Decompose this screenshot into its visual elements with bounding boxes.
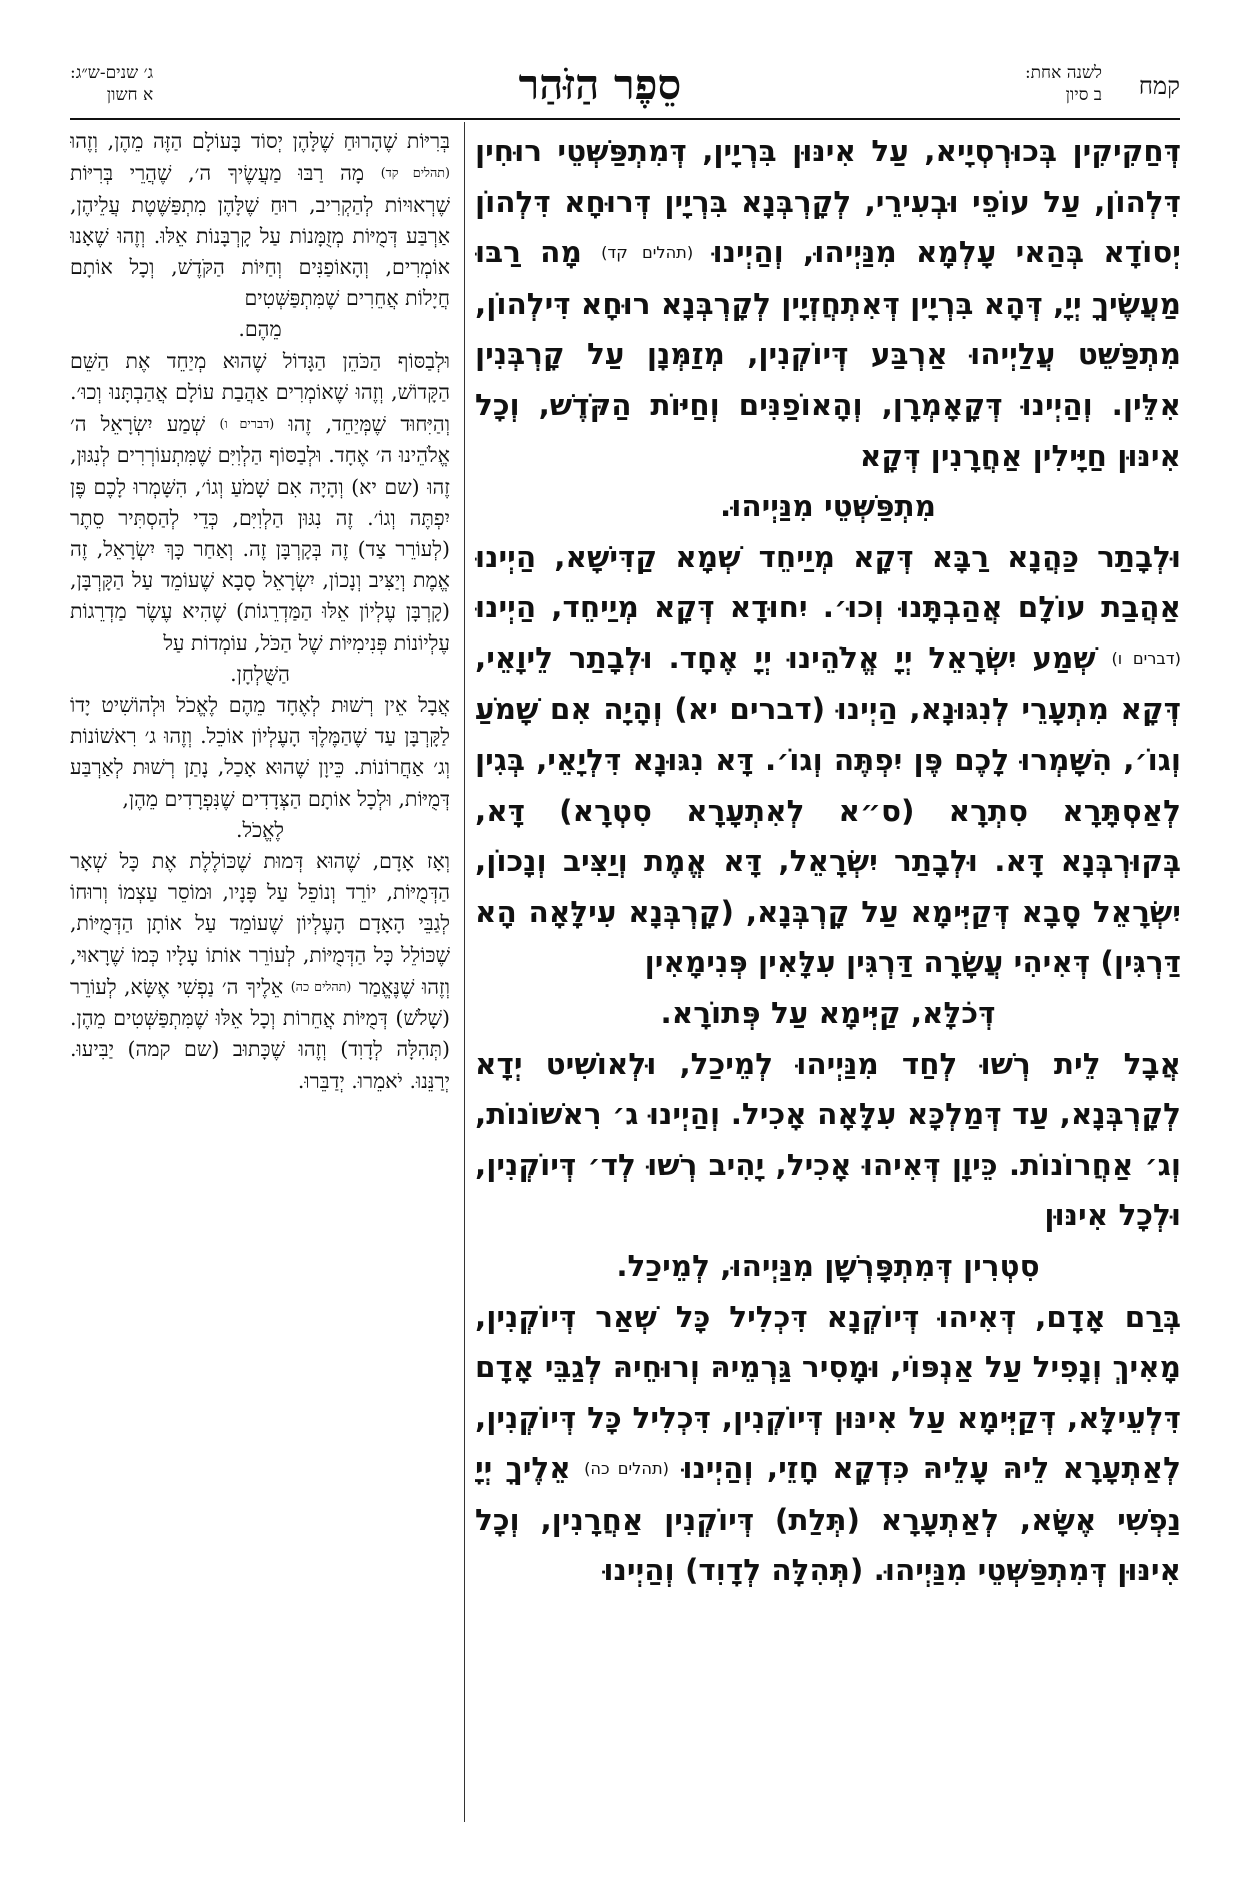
paragraph-text: וּלְבָתַר כַּהֲנָא רַבָּא דְּקָא מְיַיחֵד שְׁמָא קַדִּישָׁא, הַיְינוּ אַהֲבַת עוֹלָם אֲהַבְתָּנוּ וְכוּ׳. יִחוּדָא דְּקָא מְיַיחֵד, הַיְינוּ bbox=[475, 539, 1181, 625]
hebrew-paragraph bbox=[70, 126, 450, 346]
paragraph-text: שְׁמַע יִשְׂרָאֵל ה׳ אֱלֹהֵינוּ ה׳ אֶחָד. וּלְבַסּוֹף הַלְוִיִּם שֶׁמִּתְעוֹרְרִים לְנִגּוּן, זֶהוּ (שם יא) וְהָיָה אִם שָׁמֹעַ וְגוֹ׳, הִשָּׁמְרוּ לָכֶם פֶּן יִפְתֶּה וְגוֹ׳. זֶה נִגּוּן הַלְוִיִּם, כְּדֵי לְהַסְתִּיר סֵתֶר (לְעוֹרֵר צַד) זֶה בְּקָרְבָּן זֶה. וְאַחַר כָּךְ יִשְׂרָאֵל, זֶה אֱמֶת וְיַצִּיב וְנָכוֹן, יִשְׂרָאֵל סָבָא שֶׁעוֹמֵד עַל הַקָּרְבָּן, (קָרְבָּן עֶלְיוֹן אֵלּוּ הַמַּדְרֵגוֹת) שֶׁהִיא עֶשֶׂר מַדְרֵגוֹת עֶלְיוֹנוֹת פְּנִימִיּוֹת שֶׁל הַכֹּל, עוֹמְדוֹת עַל bbox=[70, 412, 450, 655]
page-number: קמח bbox=[1138, 72, 1180, 100]
verse-reference: (תהלים כה) bbox=[584, 1459, 669, 1479]
paragraph-last-line: לֶאֱכֹל. bbox=[235, 817, 285, 842]
paragraph-text: מָה רַבּוּ מַעֲשֶׂיךָ ה׳, שֶׁהֲרֵי בְּרִיּוֹת שֶׁרְאוּיוֹת לְהַקְרִיב, רוּחַ שֶׁלָּהֶן מִתְפַּשֶּׁטֶת עֲלֵיהֶן, אַרְבַּע דְּמֻיּוֹת מְזֻמָּנוֹת עַל קָרְבָּנוֹת אֵלּוּ. וְזֶהוּ שֶׁאָנוּ אוֹמְרִים, וְהָאוֹפַנִּים וְחַיּוֹת הַקֹּדֶשׁ, וְכָל אוֹתָם חֲיָלוֹת אֲחֵרִים שֶׁמִּתְפַּשְּׁטִים bbox=[70, 161, 450, 311]
page-header bbox=[70, 60, 1180, 120]
hebrew-translation-column bbox=[70, 126, 450, 1826]
hebrew-paragraph bbox=[70, 690, 450, 846]
column-divider bbox=[464, 122, 465, 1822]
paragraph-text: אֲבָל לֵית רְשׁוּ לְחַד מִנַּיְיהוּ לְמֵיכַל, וּלְאוֹשִׁיט יְדָא לְקָרְבְּנָא, עַד דְּמַלְכָּא עִלָּאָה אָכִיל. וְהַיְינוּ ג׳ רִאשׁוֹנוֹת, וְג׳ אַחֲרוֹנוֹת. כֵּיוָן דְּאִיהוּ אָכִיל, יָהִיב רְשׁוּ לְד׳ דְּיוֹקְנִין, וּלְכָל אִינּוּן bbox=[475, 1046, 1181, 1233]
paragraph-text: דְּחַקִיקִין בְּכוּרְסְיָיא, עַל אִינּוּן בִּרְיָין, דְּמִתְפַּשְּׁטֵי רוּחִין דִּלְהוֹן, עַל עוֹפֵי וּבְעִירֵי, לְקָרְבְּנָא בִּרְיָין דְּרוּחָא דִּלְהוֹן יְסוֹדָא בְּהַאי עָלְמָא מִנַּיְיהוּ, וְהַיְינוּ bbox=[475, 134, 1181, 270]
aramaic-paragraph bbox=[475, 1292, 1181, 1597]
paragraph-text: אֵלֶיךָ ה׳ נַפְשִׁי אֶשָּׂא, לְעוֹרֵר (שָׁלֹשׁ) דְּמֻיּוֹת אֲחֵרוֹת וְכָל אֵלּוּ שֶׁמִּתְפַּשְּׁטִים מֵהֶן. (תְּהִלָּה לְדָוִד) וְזֶהוּ שֶׁכָּתוּב (שם קמה) יַבִּיעוּ. יְרַנֵּנוּ. יֹאמֵרוּ. יְדַבֵּרוּ. bbox=[70, 975, 450, 1093]
schedule-label: ג׳ שנים-ש״ג: bbox=[70, 63, 154, 83]
aramaic-paragraph bbox=[475, 1039, 1181, 1292]
schedule-date: ב סיון bbox=[1065, 85, 1102, 105]
verse-reference: (תהלים כה) bbox=[290, 978, 352, 994]
paragraph-text: וּלְבַסּוֹף הַכֹּהֵן הַגָּדוֹל שֶׁהוּא מְיַחֵד אֶת הַשֵּׁם הַקָּדוֹשׁ, וְזֶהוּ שֶׁאוֹמְרִים אַהֲבַת עוֹלָם אֲהַבְתָּנוּ וְכוּ׳. וְהַיִּחוּד שֶׁמְּיַחֵד, זֶהוּ bbox=[70, 348, 450, 437]
paragraph-text: וְאָז אָדָם, שֶׁהוּא דְּמוּת שֶׁכּוֹלֶלֶת אֶת כָּל שְׁאָר הַדְּמֻיּוֹת, יוֹרֵד וְנוֹפֵל עַל פָּנָיו, וּמוֹסֵר עַצְמוֹ וְרוּחוֹ לְגַבֵּי הָאָדָם הָעֶלְיוֹן שֶׁעוֹמֵד עַל אוֹתָן הַדְּמֻיּוֹת, שֶׁכּוֹלֵל כָּל הַדְּמֻיּוֹת, לְעוֹרֵר אוֹתוֹ עָלָיו כְּמוֹ שֶׁרָאוּי, וְזֶהוּ שֶׁנֶּאֱמַר bbox=[70, 849, 450, 999]
paragraph-last-line: הַשֻּׁלְחָן. bbox=[230, 661, 290, 686]
schedule-label: לשנה אחת: bbox=[1024, 63, 1102, 83]
schedule-date: א חשון bbox=[106, 85, 154, 105]
aramaic-paragraph bbox=[475, 126, 1181, 532]
verse-reference: (דברים ו) bbox=[1111, 648, 1181, 668]
paragraph-text: שְׁמַע יִשְׂרָאֵל יְיָ אֱלֹהֵינוּ יְיָ אֶחָד. וּלְבָתַר לֵיוָאֵי, דְּקָא מִתְעָרֵי לְנִגּוּנָא, הַיְינוּ (דברים יא) וְהָיָה אִם שָׁמֹעַ וְגוֹ׳, הִשָּׁמְרוּ לָכֶם פֶּן יִפְתֶּה וְגוֹ׳. דָּא נִגּוּנָא דִּלְיָאֵי, בְּגִין לְאַסְתָּרָא סִתְרָא (ס״א לְאִתְעָרָא סִטְרָא) דָּא, בְּקוּרְבְּנָא דָּא. וּלְבָתַר יִשְׂרָאֵל, דָּא אֱמֶת וְיַצִּיב וְנָכוֹן, יִשְׂרָאֵל סָבָא דְּקַיְּימָא עַל קָרְבְּנָא, (קָרְבְּנָא עִילָּאָה הָא דַּרְגִּין) דְּאִיהִי עֲשָׂרָה דַּרְגִּין עִלָּאִין פְּנִימָאִין bbox=[475, 640, 1181, 980]
paragraph-text: מָה רַבּוּ מַעֲשֶׂיךָ יְיָ, דְּהָא בִּרְיָין דְּאִתְחֲזְיָין לְקָרְבְּנָא רוּחָא דִּילְהוֹן, מִתְפַּשֵּׁט עֲלַיְיהוּ אַרְבַּע דְּיוֹקְנִין, מְזַמְּנָן עַל קָרְבְּנִין אִלֵּין. וְהַיְינוּ דְּקָאָמְרָן, וְהָאוֹפַנִּים וְחַיּוֹת הַקֹּדֶשׁ, וְכָל אִינּוּן חַיָּילִין אַחֲרָנִין דְּקָא bbox=[475, 235, 1181, 473]
header-divider bbox=[70, 118, 1180, 120]
verse-reference: (תהלים קד) bbox=[380, 165, 450, 181]
paragraph-last-line: מֵהֶם. bbox=[238, 317, 282, 342]
paragraph-last-line: דְּכֹלָּא, קַיְּימָא עַל פְּתוֹרָא. bbox=[660, 996, 996, 1030]
paragraph-last-line: מִתְפַּשְּׁטֵי מִנַּיְיהוּ. bbox=[720, 489, 936, 524]
hebrew-paragraph bbox=[70, 846, 450, 1097]
paragraph-last-line: סִטְרִין דְּמִתְפָּרְשָׁן מִנַּיְיהוּ, לְמֵיכַל. bbox=[616, 1248, 1040, 1283]
hebrew-paragraph bbox=[70, 346, 450, 690]
paragraph-text: בְּרַם אָדָם, דְּאִיהוּ דְּיוֹקְנָא דִּכְלִיל כָּל שְׁאַר דְּיוֹקְנִין, מָאִיךְ וְנָפִיל עַל אַנְפּוֹי, וּמָסִיר גַּרְמֵיהּ וְרוּחֵיהּ לְגַבֵּי אָדָם דִּלְעֵילָּא, דְּקַיְּימָא עַל אִינּוּן דְּיוֹקְנִין, דִּכְלִיל כָּל דְּיוֹקְנִין, לְאַתְעָרָא לֵיהּ עָלֵיהּ כִּדְקָא חָזֵי, וְהַיְינוּ bbox=[475, 1299, 1181, 1486]
aramaic-text-column bbox=[475, 126, 1181, 1826]
paragraph-text: בְּרִיּוֹת שֶׁהָרוּחַ שֶׁלָּהֶן יְסוֹד בָּעוֹלָם הַזֶּה מֵהֶן, וְזֶהוּ bbox=[70, 129, 450, 153]
verse-reference: (דברים ו) bbox=[219, 416, 275, 431]
book-title: סֵפֶר הַזֹּהַר bbox=[518, 60, 682, 109]
aramaic-paragraph bbox=[475, 532, 1181, 1039]
reading-schedule-three-year bbox=[70, 62, 153, 106]
paragraph-text: אֵלֶיךָ יְיָ נַפְשִׁי אֶשָּׂא, לְאַתְעָרָא (תְּלַת) דְּיוֹקְנִין אַחֲרָנִין, וְכָל אִינּוּן דְּמִתְפַּשְּׁטֵי מִנַּיְיהוּ. (תְּהִלָּה לְדָוִד) וְהַיְינוּ bbox=[475, 1451, 1181, 1588]
verse-reference: (תהלים קד) bbox=[601, 243, 694, 263]
paragraph-text: אֲבָל אֵין רְשׁוּת לְאֶחָד מֵהֶם לֶאֱכֹל וּלְהוֹשִׁיט יָדוֹ לַקָּרְבָּן עַד שֶׁהַמֶּלֶךְ הָעֶלְיוֹן אוֹכֵל. וְזֶהוּ ג׳ רִאשׁוֹנוֹת וְג׳ אַחֲרוֹנוֹת. כֵּיוָן שֶׁהוּא אָכַל, נָתַן רְשׁוּת לְאַרְבַּע דְּמֻיּוֹת, וּלְכָל אוֹתָם הַצְּדָדִים שֶׁנִּפְרָדִים מֵהֶן, bbox=[70, 693, 450, 811]
